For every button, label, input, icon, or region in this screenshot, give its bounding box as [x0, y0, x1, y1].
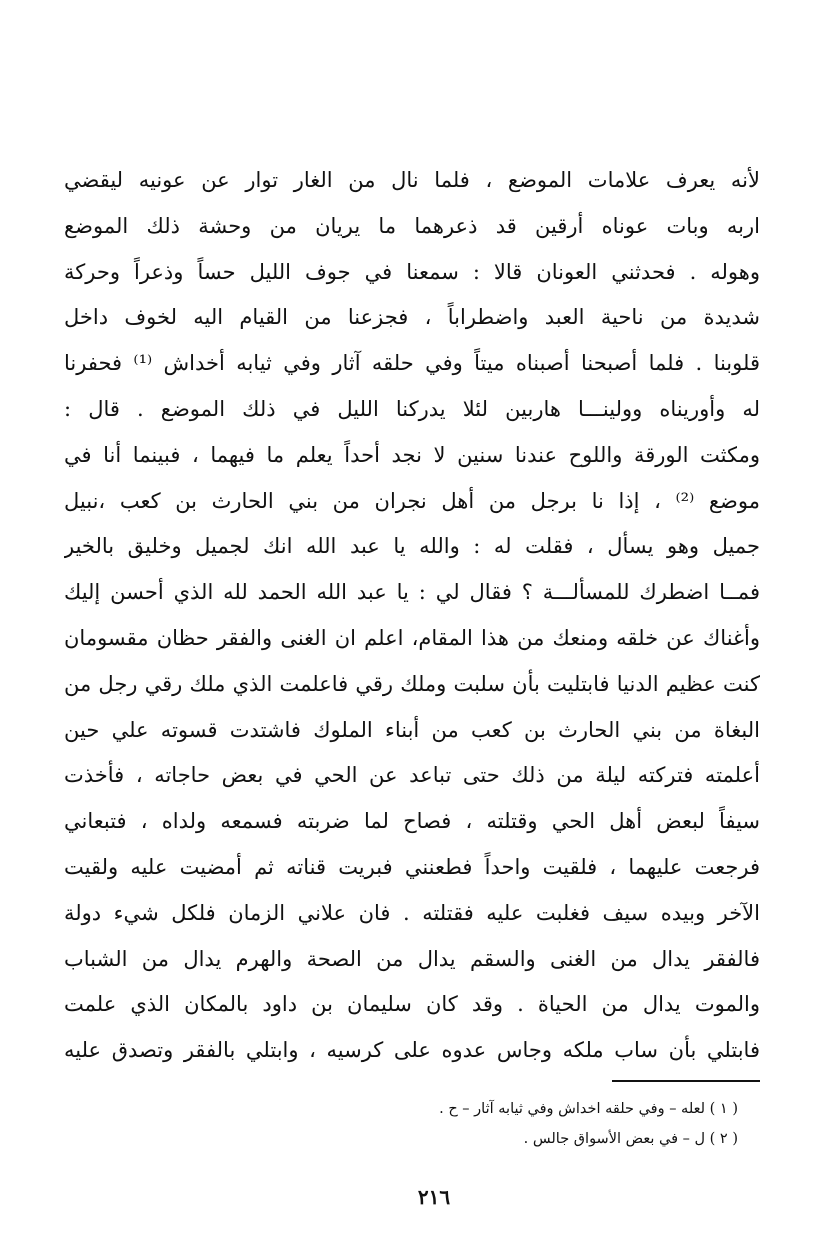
text-line: ومكثت الورقة واللوح عندنا سنين لا نجد أحداً يعلم ما فيهما ، فبينما أنا في: [64, 442, 760, 467]
footnotes: [238, 1094, 738, 1154]
text-line: فالفقر يدال من الغنى والسقم يدال من الصحة والهرم يدال من الشباب: [64, 946, 760, 971]
text-line: أعلمته فتركته ليلة من ذلك حتى تباعد عن الحي في بعض حاجاته ، فأخذت: [64, 763, 760, 788]
text-line: لأنه يعرف علامات الموضع ، فلما نال من الغار توار عن عونيه ليقضي: [64, 168, 760, 192]
body-text: [64, 158, 760, 1074]
text-line: موضع ⁽²⁾ ، إذا نا برجل من أهل نجران من بني الحارث بن كعب ،نبيل: [64, 488, 760, 513]
text-line: فمــا اضطرك للمسألـــة ؟ فقال لي : يا عبد الله الحمد لله الذي أحسن إليك: [64, 580, 760, 605]
page-number: ٢١٦: [417, 1185, 451, 1209]
text-line: وأغناك عن خلقه ومنعك من هذا المقام، اعلم ان الغنى والفقر حظان مقسومان: [64, 625, 760, 650]
text-line: والموت يدال من الحياة . وقد كان سليمان بن داود بالمكان الذي علمت: [64, 992, 760, 1017]
footnote-2: ( ٢ ) ل – في بعض الأسواق جالس .: [523, 1131, 738, 1147]
text-line: وهوله . فحدثني العونان قالا : سمعنا في جوف الليل حساً وذعراً وحركة: [64, 259, 760, 284]
text-line: شديدة من ناحية العبد واضطراباً ، فجزعنا من القيام اليه لخوف داخل: [64, 305, 760, 330]
text-line: جميل وهو يسأل ، فقلت له : والله يا عبد الله انك لجميل وخليق بالخير: [64, 534, 760, 559]
text-line: قلوبنا . فلما أصبحنا أصبناه ميتاً وفي حلقه آثار وفي ثيابه أخداش ⁽¹⁾ فحفرنا: [64, 351, 760, 376]
text-line: له وأوريناه وولينـــا هاربين لئلا يدركنا الليل في ذلك الموضع . قال :: [64, 396, 760, 421]
text-line: اربه وبات عوناه أرقين قد ذعرهما ما يريان من وحشة ذلك الموضع: [64, 213, 760, 238]
text-line: فرجعت عليهما ، فلقيت واحداً فطعنني فبريت قناته ثم أمضيت عليه ولقيت: [64, 854, 760, 879]
text-line: كنت عظيم الدنيا فابتليت بأن سلبت وملك رقي فاعلمت الذي ملك رقي رجل من: [64, 671, 760, 696]
footnote-1: ( ١ ) لعله – وفي حلقه اخداش وفي ثيابه آثار – ح .: [439, 1101, 738, 1117]
text-line: البغاة من بني الحارث بن كعب من أبناء الملوك فاشتدت قسوته علي حين: [64, 717, 760, 742]
text-line: سيفاً لبعض أهل الحي وقتلته ، فصاح لما ضربته فسمعه ولداه ، فتبعاني: [64, 809, 760, 834]
text-line: الآخر وبيده سيف فغلبت عليه فقتلته . فان علاني الزمان فلكل شيء دولة: [64, 900, 760, 925]
footnote-divider: [612, 1080, 760, 1082]
text-line: فابتلي بأن ساب ملكه وجاس عدوه على كرسيه ، وابتلي بالفقر وتصدق عليه: [64, 1038, 760, 1063]
